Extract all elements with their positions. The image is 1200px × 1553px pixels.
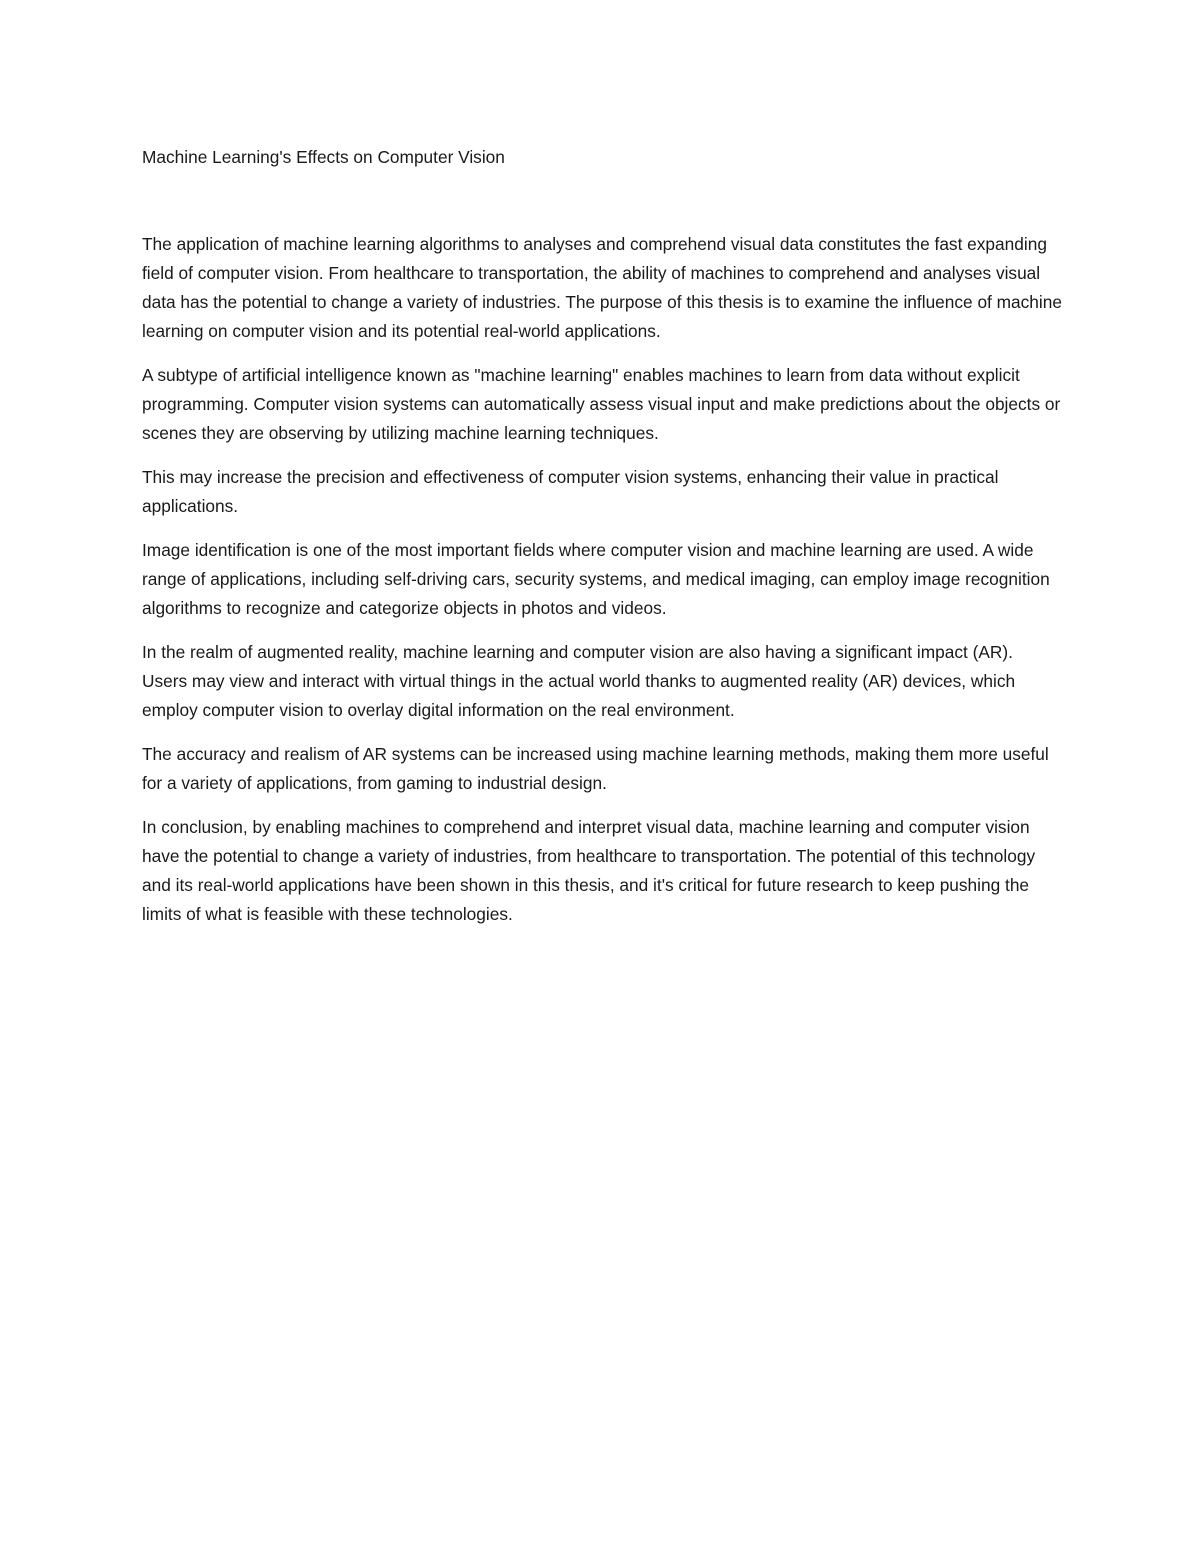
paragraph-2: A subtype of artificial intelligence known as "machine learning" enables machines to learn from data without explicit programming. Computer vision systems can automatically assess visual input and make predictions about the objects or scenes they are observing by utilizing machine learning techniques. <box>142 365 1061 443</box>
document-body <box>142 143 1062 944</box>
paragraph-4: Image identification is one of the most important fields where computer vision and machine learning are used. A wide range of applications, including self-driving cars, security systems, and medical imaging, can employ image recognition algorithms to recognize and categorize objects in photos and videos. <box>142 540 1050 618</box>
paragraph-7: In conclusion, by enabling machines to comprehend and interpret visual data, machine learning and computer vision have the potential to change a variety of industries, from healthcare to transportation. The potential of this technology and its real-world applications have been shown in this thesis, and it's critical for future research to keep pushing the limits of what is feasible with these technologies. <box>142 817 1036 924</box>
paragraph-3: This may increase the precision and effectiveness of computer vision systems, enhancing their value in practical applications. <box>142 467 999 516</box>
paragraph-5: In the realm of augmented reality, machine learning and computer vision are also having a significant impact (AR). Users may view and interact with virtual things in the actual world thanks to augmented reality (AR) devices, which employ computer vision to overlay digital information on the real environment. <box>142 642 1016 720</box>
paragraph-1: The application of machine learning algorithms to analyses and comprehend visual data constitutes the fast expanding field of computer vision. From healthcare to transportation, the ability of machines to comprehend and analyses visual data has the potential to change a variety of industries. The purpose of this thesis is to examine the influence of machine learning on computer vision and its potential real-world applications. <box>142 234 1062 341</box>
document-title: Machine Learning's Effects on Computer Vision <box>142 147 505 167</box>
paragraph-6: The accuracy and realism of AR systems can be increased using machine learning methods, making them more useful for a variety of applications, from gaming to industrial design. <box>142 744 1049 793</box>
